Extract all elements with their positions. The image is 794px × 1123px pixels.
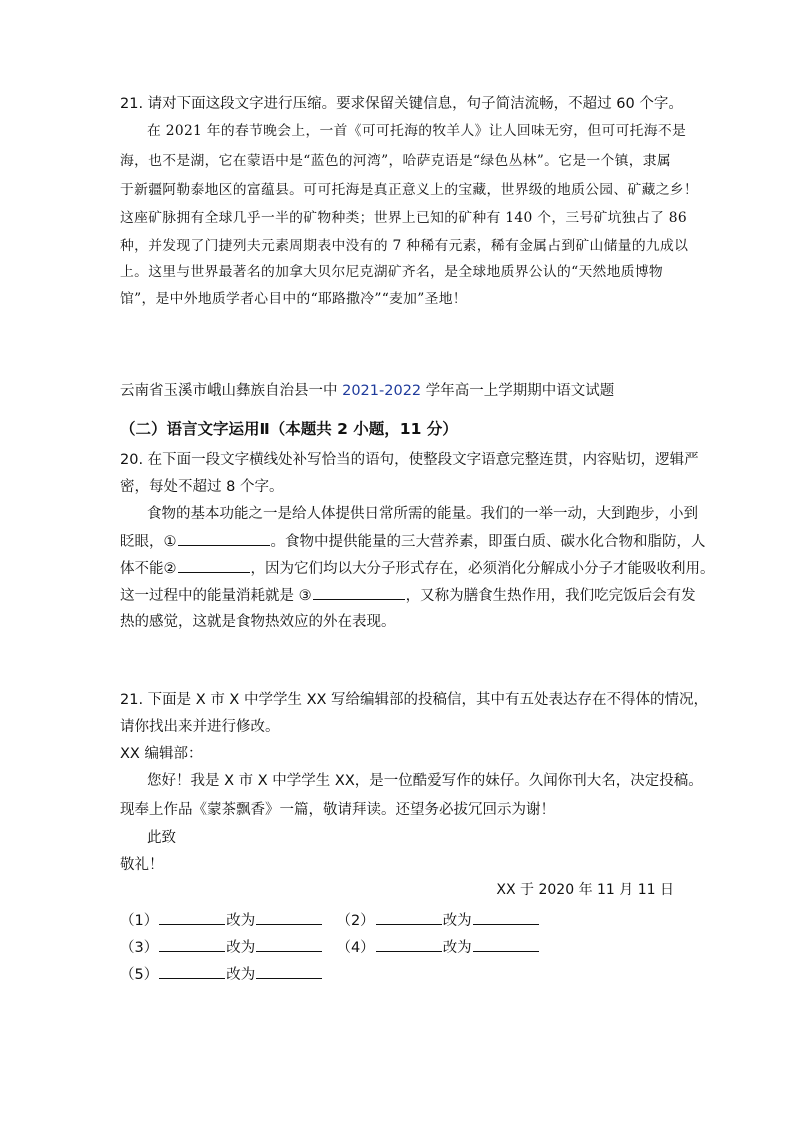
answer-number: （2） — [336, 913, 375, 929]
answer-blank-3[interactable] — [313, 585, 405, 600]
q21a-passage-line: 上。这里与世界最著名的加拿大贝尔尼克湖矿齐名，是全球地质界公认的“天然地质博物 — [120, 264, 664, 280]
answer-revised-blank[interactable] — [473, 937, 539, 952]
signature-date: XX 于 2020 年 11 月 11 日 — [496, 882, 674, 898]
answer-original-blank[interactable] — [159, 964, 225, 979]
answer-number: （3） — [120, 940, 159, 956]
change-to-label: 改为 — [226, 940, 256, 956]
source-prefix: 云南省玉溪市峨山彝族自治县一中 — [120, 383, 343, 399]
q21a-passage-line: 这座矿脉拥有全球几乎一半的矿物种类；世界上已知的矿种有 140 个，三号矿坑独占了 86 — [120, 210, 687, 226]
answer-original-blank[interactable] — [159, 937, 225, 952]
answer-number: （5） — [120, 967, 159, 983]
q20-passage-line: 食物的基本功能之一是给人体提供日常所需的能量。我们的一举一动，大到跑步，小到 — [147, 506, 698, 522]
q20-text: 。食物中提供能量的三大营养素，即蛋白质、碳水化合物和脂防，人 — [270, 534, 706, 550]
answer-number: （1） — [120, 913, 159, 929]
q21b-prompt: 请你找出来并进行修改。 — [120, 719, 280, 735]
answer-row — [120, 937, 540, 958]
answer-row — [120, 964, 323, 985]
answer-revised-blank[interactable] — [256, 910, 322, 925]
q20-passage-line: 热的感觉，这就是食物热效应的外在表现。 — [120, 614, 396, 630]
q20-passage-line — [120, 531, 706, 552]
q21a-prompt: 21. 请对下面这段文字进行压缩。要求保留关键信息，句子简洁流畅，不超过 60 个字。 — [120, 96, 683, 112]
q21a-passage-line: 在 2021 年的春节晚会上，一首《可可托海的牧羊人》让人回味无穷，但可可托海不是 — [147, 123, 687, 139]
q20-prompt: 20. 在下面一段文字横线处补写恰当的语句，使整段文字语意完整连贯，内容贴切，逻辑严 — [120, 452, 699, 468]
letter-body-line: 现奉上作品《蒙茶飘香》一篇，敬请拜读。还望务必拔冗回示为谢！ — [120, 802, 555, 818]
q20-text: 这一过程中的能量消耗就是 — [120, 588, 299, 604]
answer-revised-blank[interactable] — [256, 937, 322, 952]
blank-marker-3: ③ — [298, 588, 312, 604]
letter-closing: 此致 — [147, 830, 176, 846]
q21a-passage-line: 于新疆阿勒泰地区的富蕴县。可可托海是真正意义上的宝藏，世界级的地质公园、矿藏之乡！ — [120, 182, 698, 198]
letter-closing: 敬礼！ — [120, 857, 164, 873]
change-to-label: 改为 — [442, 940, 472, 956]
answer-original-blank[interactable] — [159, 910, 225, 925]
q20-text: 眨眼， — [120, 534, 164, 550]
q20-passage-line — [120, 558, 715, 579]
blank-marker-1: ① — [163, 534, 177, 550]
answer-original-blank[interactable] — [376, 937, 442, 952]
q21a-passage-line: 海，也不是湖，它在蒙语中是“蓝色的河湾”，哈萨克语是“绿色丛林”。它是一个镇，隶属 — [120, 153, 671, 169]
q20-prompt: 密，每处不超过 8 个字。 — [120, 479, 284, 495]
q21b-prompt: 21. 下面是 X 市 X 中学学生 XX 写给编辑部的投稿信，其中有五处表达存在不得体的情况， — [120, 692, 709, 708]
q20-passage-line — [120, 585, 696, 606]
answer-row — [120, 910, 540, 931]
answer-blank-1[interactable] — [178, 531, 270, 546]
q21a-passage-line: 种，并发现了门捷列夫元素周期表中没有的 7 种稀有元素，稀有金属占到矿山储量的九成以 — [120, 238, 689, 254]
blank-marker-2: ② — [163, 561, 177, 577]
q20-text: 体不能 — [120, 561, 164, 577]
answer-original-blank[interactable] — [376, 910, 442, 925]
source-line — [120, 381, 614, 401]
source-years: 2021-2022 — [342, 383, 422, 399]
letter-body-line: 您好！我是 X 市 X 中学学生 XX，是一位酷爱写作的妹仔。久闻你刊大名，决定投稿。 — [147, 773, 703, 789]
change-to-label: 改为 — [226, 913, 256, 929]
source-suffix: 学年高一上学期期中语文试题 — [421, 383, 615, 399]
q21a-passage-line: 馆”，是中外地质学者心目中的“耶路撒冷”“麦加”圣地！ — [120, 291, 467, 307]
letter-salutation: XX 编辑部： — [120, 746, 203, 762]
change-to-label: 改为 — [442, 913, 472, 929]
q20-text: ，又称为膳食生热作用，我们吃完饭后会有发 — [405, 588, 696, 604]
q20-text: ，因为它们均以大分子形式存在，必须消化分解成小分子才能吸收利用。 — [250, 561, 715, 577]
change-to-label: 改为 — [226, 967, 256, 983]
answer-revised-blank[interactable] — [256, 964, 322, 979]
section-title: （二）语言文字运用Ⅱ（本题共 2 小题，11 分） — [120, 420, 458, 438]
answer-number: （4） — [336, 940, 375, 956]
answer-revised-blank[interactable] — [473, 910, 539, 925]
answer-blank-2[interactable] — [178, 558, 250, 573]
